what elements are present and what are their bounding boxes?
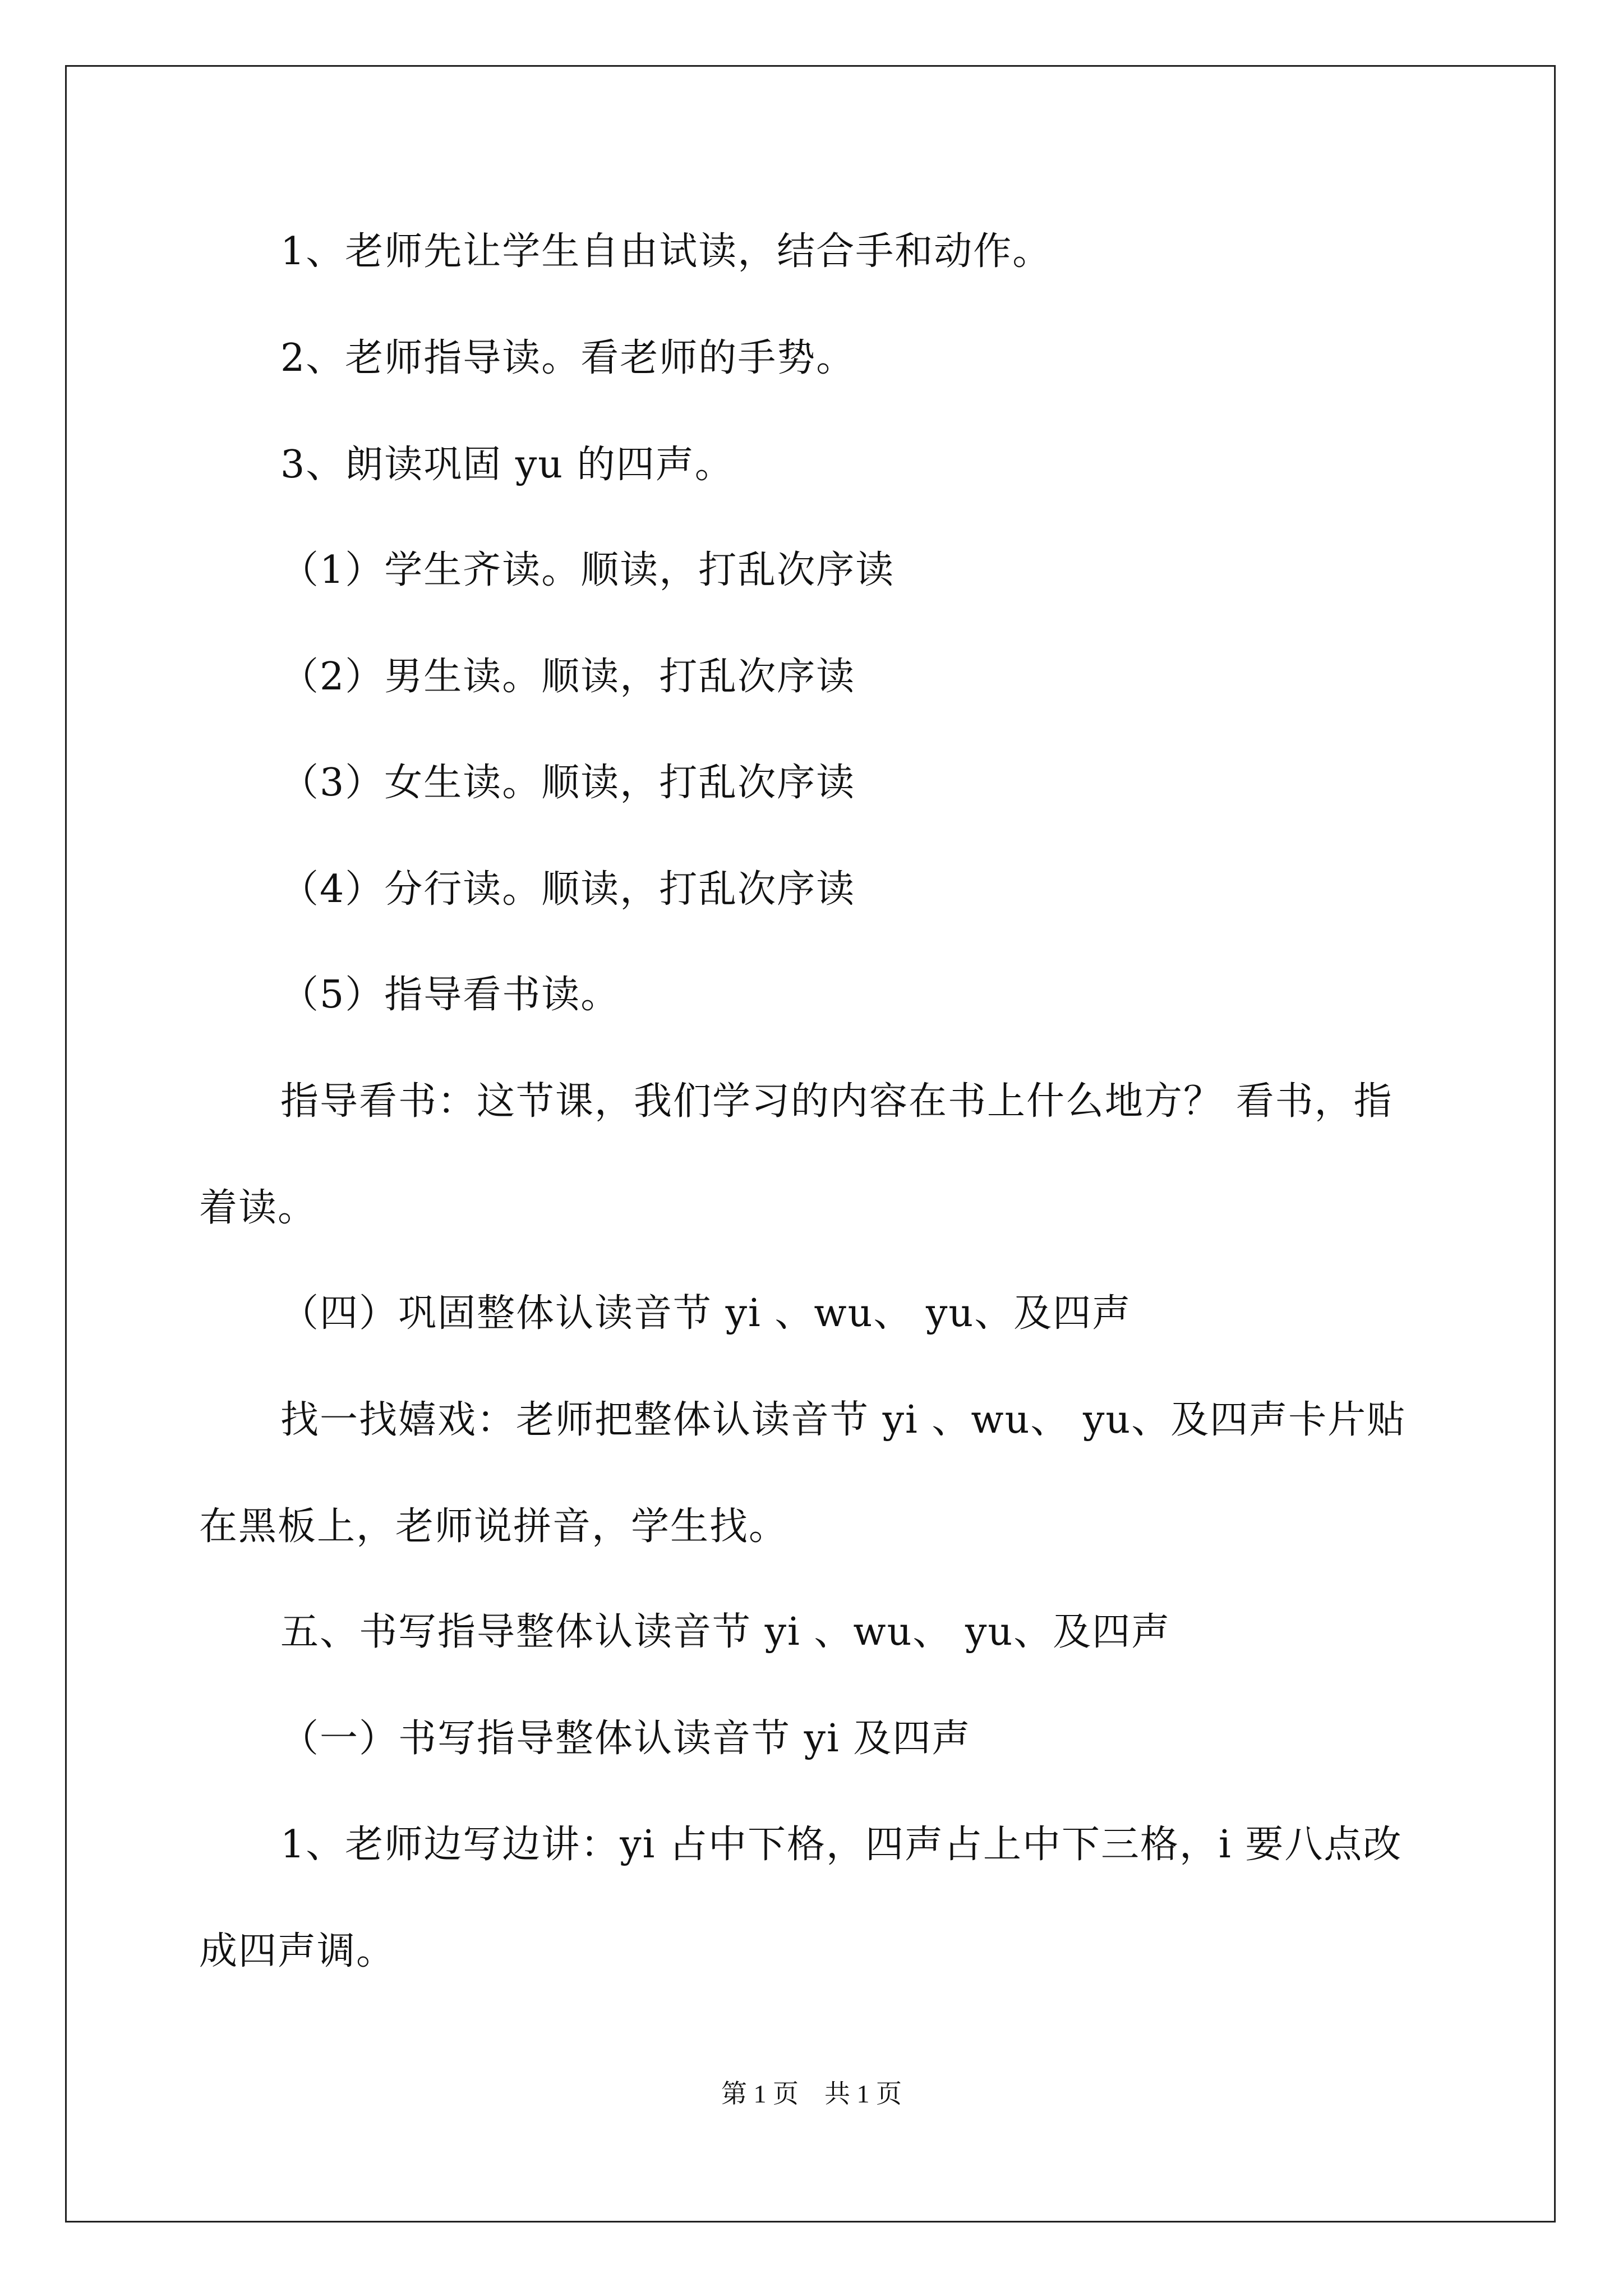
page-border <box>65 65 1556 2223</box>
paragraph-line-17: 成四声调。 <box>199 1929 396 1973</box>
paragraph-line-9: 指导看书：这节课，我们学习的内容在书上什么地方？ 看书，指 <box>280 1079 1393 1124</box>
paragraph-line-12: 找一找嬉戏：老师把整体认读音节 yi 、wu、 yu、及四声卡片贴 <box>280 1398 1407 1442</box>
paragraph-line-6: （3）女生读。顺读，打乱次序读 <box>280 761 856 805</box>
paragraph-line-10: 着读。 <box>199 1186 317 1230</box>
paragraph-line-5: （2）男生读。顺读，打乱次序读 <box>280 655 856 699</box>
page-number-footer: 第 1 页 共 1 页 <box>721 2079 902 2108</box>
paragraph-line-13: 在黑板上，老师说拼音，学生找。 <box>199 1504 789 1549</box>
paragraph-line-11: （四）巩固整体认读音节 yi 、wu、 yu、及四声 <box>280 1291 1132 1336</box>
paragraph-line-3: 3、朗读巩固 yu 的四声。 <box>280 443 734 487</box>
paragraph-line-4: （1）学生齐读。顺读，打乱次序读 <box>280 548 895 592</box>
paragraph-line-16: 1、老师边写边讲：yi 占中下格，四声占上中下三格，i 要八点改 <box>280 1823 1403 1867</box>
paragraph-line-7: （4）分行读。顺读，打乱次序读 <box>280 867 856 912</box>
paragraph-line-8: （5）指导看书读。 <box>280 973 620 1017</box>
paragraph-line-2: 2、老师指导读。看老师的手势。 <box>280 336 856 380</box>
paragraph-line-14: 五、书写指导整体认读音节 yi 、wu、 yu、及四声 <box>280 1610 1171 1654</box>
paragraph-line-15: （一）书写指导整体认读音节 yi 及四声 <box>280 1717 971 1761</box>
paragraph-line-1: 1、老师先让学生自由试读，结合手和动作。 <box>280 229 1052 274</box>
